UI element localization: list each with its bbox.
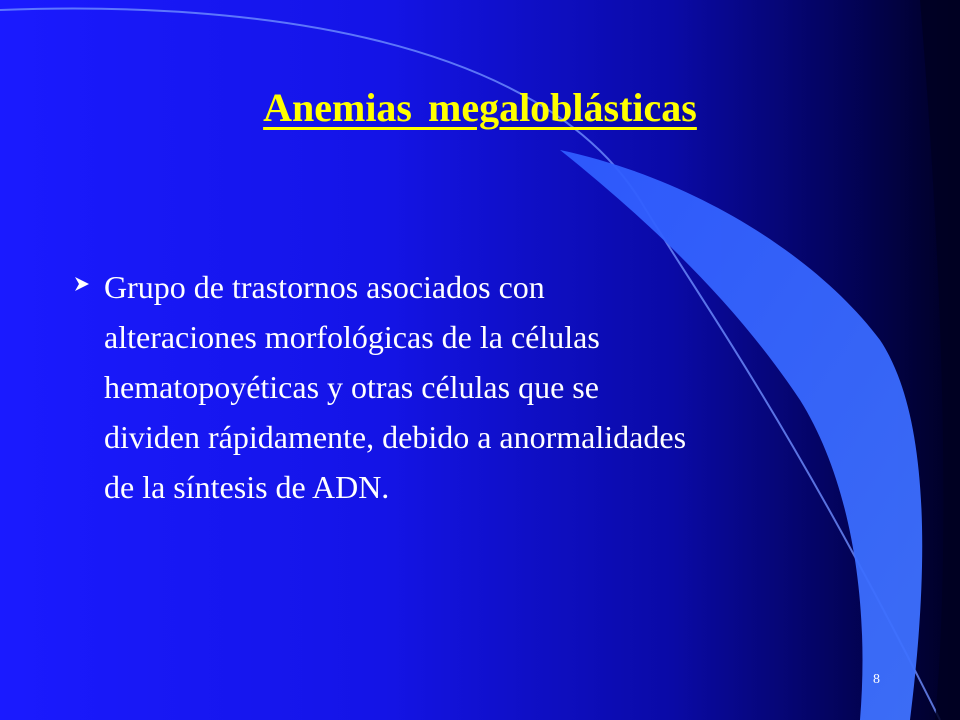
- bullet-line: dividen rápidamente, debido a anormalidades: [104, 419, 687, 455]
- bullet-line: alteraciones morfológicas de la células: [104, 319, 600, 355]
- bullet-line: de la síntesis de ADN.: [104, 469, 390, 505]
- slide-title: Anemias megaloblásticas: [263, 85, 697, 130]
- slide-page-number: 8: [873, 672, 880, 687]
- bullet-item: [70, 262, 890, 512]
- bullet-line: Grupo de trastornos asociados con: [104, 269, 545, 305]
- bullet-line: hematopoyéticas y otras células que se: [104, 369, 599, 405]
- bullet-text: [104, 262, 890, 512]
- arrowhead-bullet-icon: [74, 276, 90, 292]
